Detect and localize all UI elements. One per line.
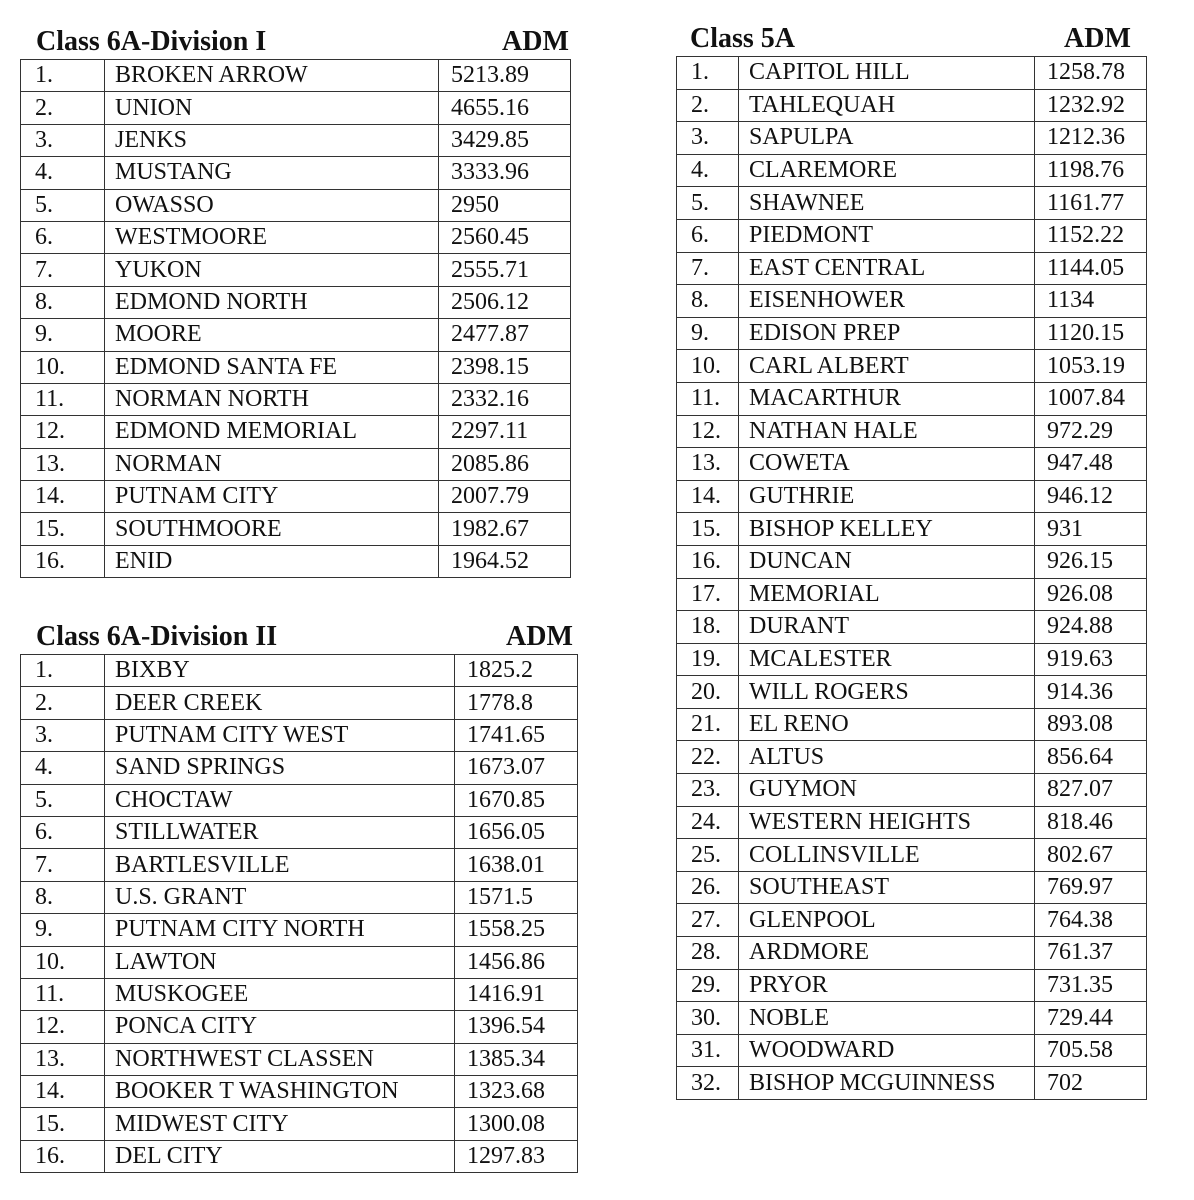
- school-cell: GUTHRIE: [739, 480, 1035, 513]
- adm-cell: 947.48: [1035, 448, 1147, 481]
- school-cell: PUTNAM CITY: [105, 481, 439, 513]
- table-row: [677, 806, 1147, 839]
- table-row: [21, 946, 578, 978]
- table-row: [21, 92, 571, 124]
- adm-cell: 1144.05: [1035, 252, 1147, 285]
- school-cell: WOODWARD: [739, 1034, 1035, 1067]
- table-row: [21, 1108, 578, 1140]
- rank-cell: 3.: [21, 719, 105, 751]
- school-cell: SHAWNEE: [739, 187, 1035, 220]
- adm-cell: 1198.76: [1035, 154, 1147, 187]
- table-row: [677, 187, 1147, 220]
- table-row: [677, 774, 1147, 807]
- rank-cell: 3.: [21, 124, 105, 156]
- adm-cell: 1558.25: [455, 914, 578, 946]
- adm-cell: 1741.65: [455, 719, 578, 751]
- table-row: [21, 286, 571, 318]
- adm-cell: 818.46: [1035, 806, 1147, 839]
- division-2-header: [20, 620, 577, 654]
- rank-cell: 23.: [677, 774, 739, 807]
- adm-cell: 931: [1035, 513, 1147, 546]
- school-cell: DUNCAN: [739, 545, 1035, 578]
- table-row: [21, 914, 578, 946]
- adm-cell: 3333.96: [439, 157, 571, 189]
- school-cell: WILL ROGERS: [739, 676, 1035, 709]
- rank-cell: 9.: [21, 914, 105, 946]
- school-cell: EDMOND MEMORIAL: [105, 416, 439, 448]
- table-row: [21, 1011, 578, 1043]
- school-cell: PUTNAM CITY NORTH: [105, 914, 455, 946]
- adm-cell: 731.35: [1035, 969, 1147, 1002]
- school-cell: ENID: [105, 545, 439, 577]
- rank-cell: 10.: [21, 946, 105, 978]
- school-cell: CHOCTAW: [105, 784, 455, 816]
- rank-cell: 1.: [21, 60, 105, 92]
- division-1-title: Class 6A-Division I: [36, 26, 267, 57]
- rank-cell: 24.: [677, 806, 739, 839]
- table-row: [21, 383, 571, 415]
- table-row: [677, 513, 1147, 546]
- table-row: [677, 578, 1147, 611]
- rank-cell: 11.: [21, 978, 105, 1010]
- school-cell: NOBLE: [739, 1002, 1035, 1035]
- adm-cell: 802.67: [1035, 839, 1147, 872]
- adm-cell: 761.37: [1035, 937, 1147, 970]
- school-cell: EDISON PREP: [739, 317, 1035, 350]
- table-row: [21, 124, 571, 156]
- table-row: [677, 871, 1147, 904]
- table-row: [677, 219, 1147, 252]
- table-row: [21, 60, 571, 92]
- adm-cell: 2398.15: [439, 351, 571, 383]
- division-1-table: [20, 59, 571, 578]
- school-cell: BROKEN ARROW: [105, 60, 439, 92]
- table-row: [677, 122, 1147, 155]
- school-cell: MEMORIAL: [739, 578, 1035, 611]
- rank-cell: 13.: [677, 448, 739, 481]
- rank-cell: 16.: [21, 545, 105, 577]
- adm-cell: 1161.77: [1035, 187, 1147, 220]
- adm-cell: 1007.84: [1035, 382, 1147, 415]
- class-5a-table: [676, 56, 1147, 1100]
- table-row: [677, 154, 1147, 187]
- rank-cell: 1.: [677, 57, 739, 90]
- adm-cell: 1300.08: [455, 1108, 578, 1140]
- table-row: [677, 350, 1147, 383]
- rank-cell: 27.: [677, 904, 739, 937]
- table-row: [21, 157, 571, 189]
- rank-cell: 7.: [677, 252, 739, 285]
- table-row: [677, 480, 1147, 513]
- adm-cell: 946.12: [1035, 480, 1147, 513]
- school-cell: BISHOP KELLEY: [739, 513, 1035, 546]
- school-cell: BISHOP MCGUINNESS: [739, 1067, 1035, 1100]
- adm-cell: 2506.12: [439, 286, 571, 318]
- rank-cell: 30.: [677, 1002, 739, 1035]
- table-row: [21, 816, 578, 848]
- adm-cell: 1638.01: [455, 849, 578, 881]
- division-2-table: [20, 654, 578, 1173]
- adm-cell: 1396.54: [455, 1011, 578, 1043]
- school-cell: LAWTON: [105, 946, 455, 978]
- rank-cell: 17.: [677, 578, 739, 611]
- rank-cell: 16.: [21, 1140, 105, 1172]
- school-cell: ALTUS: [739, 741, 1035, 774]
- rank-cell: 7.: [21, 849, 105, 881]
- rank-cell: 15.: [21, 1108, 105, 1140]
- school-cell: GLENPOOL: [739, 904, 1035, 937]
- adm-cell: 764.38: [1035, 904, 1147, 937]
- table-row: [677, 545, 1147, 578]
- adm-cell: 1673.07: [455, 752, 578, 784]
- adm-cell: 914.36: [1035, 676, 1147, 709]
- rank-cell: 6.: [21, 221, 105, 253]
- adm-cell: 1297.83: [455, 1140, 578, 1172]
- table-row: [677, 448, 1147, 481]
- table-row: [677, 415, 1147, 448]
- rank-cell: 20.: [677, 676, 739, 709]
- rank-cell: 8.: [21, 881, 105, 913]
- table-row: [21, 1043, 578, 1075]
- rank-cell: 12.: [21, 1011, 105, 1043]
- rank-cell: 10.: [21, 351, 105, 383]
- adm-cell: 2085.86: [439, 448, 571, 480]
- rank-cell: 32.: [677, 1067, 739, 1100]
- rank-cell: 22.: [677, 741, 739, 774]
- adm-cell: 1825.2: [455, 655, 578, 687]
- school-cell: BOOKER T WASHINGTON: [105, 1076, 455, 1108]
- rank-cell: 14.: [21, 481, 105, 513]
- rank-cell: 10.: [677, 350, 739, 383]
- adm-cell: 1571.5: [455, 881, 578, 913]
- adm-cell: 5213.89: [439, 60, 571, 92]
- rank-cell: 2.: [677, 89, 739, 122]
- rank-cell: 3.: [677, 122, 739, 155]
- adm-cell: 893.08: [1035, 708, 1147, 741]
- school-cell: DEER CREEK: [105, 687, 455, 719]
- school-cell: UNION: [105, 92, 439, 124]
- rank-cell: 5.: [677, 187, 739, 220]
- school-cell: COLLINSVILLE: [739, 839, 1035, 872]
- rank-cell: 8.: [677, 285, 739, 318]
- school-cell: U.S. GRANT: [105, 881, 455, 913]
- rank-cell: 9.: [21, 319, 105, 351]
- rank-cell: 11.: [677, 382, 739, 415]
- adm-cell: 926.15: [1035, 545, 1147, 578]
- table-row: [21, 254, 571, 286]
- school-cell: SOUTHEAST: [739, 871, 1035, 904]
- rank-cell: 21.: [677, 708, 739, 741]
- school-cell: COWETA: [739, 448, 1035, 481]
- table-row: [21, 221, 571, 253]
- adm-cell: 1456.86: [455, 946, 578, 978]
- adm-cell: 1656.05: [455, 816, 578, 848]
- adm-cell: 1053.19: [1035, 350, 1147, 383]
- adm-cell: 972.29: [1035, 415, 1147, 448]
- adm-cell: 1416.91: [455, 978, 578, 1010]
- table-row: [677, 317, 1147, 350]
- school-cell: BIXBY: [105, 655, 455, 687]
- table-row: [21, 481, 571, 513]
- rank-cell: 5.: [21, 189, 105, 221]
- adm-cell: 2332.16: [439, 383, 571, 415]
- table-row: [21, 513, 571, 545]
- school-cell: SAPULPA: [739, 122, 1035, 155]
- table-row: [677, 382, 1147, 415]
- table-row: [677, 741, 1147, 774]
- adm-cell: 1670.85: [455, 784, 578, 816]
- school-cell: NORTHWEST CLASSEN: [105, 1043, 455, 1075]
- adm-cell: 2555.71: [439, 254, 571, 286]
- school-cell: EL RENO: [739, 708, 1035, 741]
- school-cell: TAHLEQUAH: [739, 89, 1035, 122]
- rank-cell: 31.: [677, 1034, 739, 1067]
- table-row: [677, 904, 1147, 937]
- rank-cell: 4.: [21, 752, 105, 784]
- school-cell: WESTERN HEIGHTS: [739, 806, 1035, 839]
- adm-cell: 3429.85: [439, 124, 571, 156]
- adm-cell: 1385.34: [455, 1043, 578, 1075]
- adm-cell: 2007.79: [439, 481, 571, 513]
- adm-cell: 2477.87: [439, 319, 571, 351]
- school-cell: MCALESTER: [739, 643, 1035, 676]
- rank-cell: 16.: [677, 545, 739, 578]
- school-cell: MACARTHUR: [739, 382, 1035, 415]
- rank-cell: 7.: [21, 254, 105, 286]
- adm-cell: 1964.52: [439, 545, 571, 577]
- adm-cell: 856.64: [1035, 741, 1147, 774]
- table-row: [677, 1002, 1147, 1035]
- table-row: [21, 784, 578, 816]
- school-cell: PIEDMONT: [739, 219, 1035, 252]
- adm-cell: 2297.11: [439, 416, 571, 448]
- school-cell: WESTMOORE: [105, 221, 439, 253]
- rank-cell: 12.: [677, 415, 739, 448]
- rank-cell: 8.: [21, 286, 105, 318]
- adm-cell: 1120.15: [1035, 317, 1147, 350]
- adm-cell: 2560.45: [439, 221, 571, 253]
- school-cell: PONCA CITY: [105, 1011, 455, 1043]
- table-row: [21, 978, 578, 1010]
- adm-cell: 2950: [439, 189, 571, 221]
- table-row: [677, 708, 1147, 741]
- adm-cell: 4655.16: [439, 92, 571, 124]
- table-row: [21, 448, 571, 480]
- table-row: [677, 1034, 1147, 1067]
- adm-cell: 1323.68: [455, 1076, 578, 1108]
- school-cell: OWASSO: [105, 189, 439, 221]
- adm-cell: 705.58: [1035, 1034, 1147, 1067]
- school-cell: CAPITOL HILL: [739, 57, 1035, 90]
- class-5a-header: [676, 22, 1146, 56]
- school-cell: MUSTANG: [105, 157, 439, 189]
- adm-cell: 1258.78: [1035, 57, 1147, 90]
- rank-cell: 11.: [21, 383, 105, 415]
- rank-cell: 4.: [677, 154, 739, 187]
- rank-cell: 2.: [21, 687, 105, 719]
- rank-cell: 6.: [677, 219, 739, 252]
- school-cell: NORMAN NORTH: [105, 383, 439, 415]
- school-cell: JENKS: [105, 124, 439, 156]
- adm-cell: 919.63: [1035, 643, 1147, 676]
- division-2-section: [20, 620, 577, 1173]
- table-row: [677, 89, 1147, 122]
- table-row: [21, 1076, 578, 1108]
- division-2-adm-label: ADM: [506, 621, 573, 652]
- rank-cell: 14.: [21, 1076, 105, 1108]
- rank-cell: 13.: [21, 448, 105, 480]
- division-2-title: Class 6A-Division II: [36, 621, 278, 652]
- table-row: [677, 611, 1147, 644]
- class-5a-section: [676, 22, 1146, 1100]
- rank-cell: 25.: [677, 839, 739, 872]
- school-cell: DURANT: [739, 611, 1035, 644]
- adm-cell: 1212.36: [1035, 122, 1147, 155]
- school-cell: MOORE: [105, 319, 439, 351]
- school-cell: SOUTHMOORE: [105, 513, 439, 545]
- table-row: [21, 1140, 578, 1172]
- class-5a-adm-label: ADM: [1064, 23, 1131, 54]
- adm-cell: 729.44: [1035, 1002, 1147, 1035]
- table-row: [677, 969, 1147, 1002]
- school-cell: MIDWEST CITY: [105, 1108, 455, 1140]
- school-cell: SAND SPRINGS: [105, 752, 455, 784]
- table-row: [677, 285, 1147, 318]
- adm-cell: 1134: [1035, 285, 1147, 318]
- class-5a-title: Class 5A: [690, 23, 796, 54]
- table-row: [21, 849, 578, 881]
- table-row: [677, 676, 1147, 709]
- adm-cell: 1232.92: [1035, 89, 1147, 122]
- rank-cell: 26.: [677, 871, 739, 904]
- adm-cell: 827.07: [1035, 774, 1147, 807]
- rank-cell: 15.: [21, 513, 105, 545]
- school-cell: PUTNAM CITY WEST: [105, 719, 455, 751]
- school-cell: EDMOND NORTH: [105, 286, 439, 318]
- adm-cell: 1982.67: [439, 513, 571, 545]
- adm-cell: 926.08: [1035, 578, 1147, 611]
- table-row: [21, 416, 571, 448]
- school-cell: EAST CENTRAL: [739, 252, 1035, 285]
- school-cell: NATHAN HALE: [739, 415, 1035, 448]
- rank-cell: 13.: [21, 1043, 105, 1075]
- rank-cell: 15.: [677, 513, 739, 546]
- adm-cell: 1778.8: [455, 687, 578, 719]
- rank-cell: 12.: [21, 416, 105, 448]
- division-1-section: [20, 25, 570, 578]
- rank-cell: 28.: [677, 937, 739, 970]
- rank-cell: 14.: [677, 480, 739, 513]
- rank-cell: 1.: [21, 655, 105, 687]
- division-1-adm-label: ADM: [502, 26, 569, 57]
- adm-cell: 702: [1035, 1067, 1147, 1100]
- table-row: [21, 319, 571, 351]
- school-cell: STILLWATER: [105, 816, 455, 848]
- rank-cell: 5.: [21, 784, 105, 816]
- adm-cell: 769.97: [1035, 871, 1147, 904]
- school-cell: NORMAN: [105, 448, 439, 480]
- table-row: [21, 719, 578, 751]
- rank-cell: 18.: [677, 611, 739, 644]
- rank-cell: 6.: [21, 816, 105, 848]
- school-cell: DEL CITY: [105, 1140, 455, 1172]
- rank-cell: 19.: [677, 643, 739, 676]
- school-cell: PRYOR: [739, 969, 1035, 1002]
- adm-cell: 1152.22: [1035, 219, 1147, 252]
- table-row: [21, 189, 571, 221]
- school-cell: BARTLESVILLE: [105, 849, 455, 881]
- table-row: [677, 839, 1147, 872]
- division-1-header: [20, 25, 570, 59]
- rank-cell: 9.: [677, 317, 739, 350]
- table-row: [677, 252, 1147, 285]
- school-cell: MUSKOGEE: [105, 978, 455, 1010]
- table-row: [21, 545, 571, 577]
- adm-cell: 924.88: [1035, 611, 1147, 644]
- school-cell: YUKON: [105, 254, 439, 286]
- school-cell: CARL ALBERT: [739, 350, 1035, 383]
- table-row: [21, 687, 578, 719]
- table-row: [677, 643, 1147, 676]
- school-cell: CLAREMORE: [739, 154, 1035, 187]
- table-row: [21, 881, 578, 913]
- school-cell: EDMOND SANTA FE: [105, 351, 439, 383]
- school-cell: ARDMORE: [739, 937, 1035, 970]
- table-row: [677, 937, 1147, 970]
- table-row: [21, 351, 571, 383]
- table-row: [21, 655, 578, 687]
- rank-cell: 2.: [21, 92, 105, 124]
- school-cell: EISENHOWER: [739, 285, 1035, 318]
- table-row: [21, 752, 578, 784]
- rank-cell: 29.: [677, 969, 739, 1002]
- table-row: [677, 1067, 1147, 1100]
- table-row: [677, 57, 1147, 90]
- school-cell: GUYMON: [739, 774, 1035, 807]
- rank-cell: 4.: [21, 157, 105, 189]
